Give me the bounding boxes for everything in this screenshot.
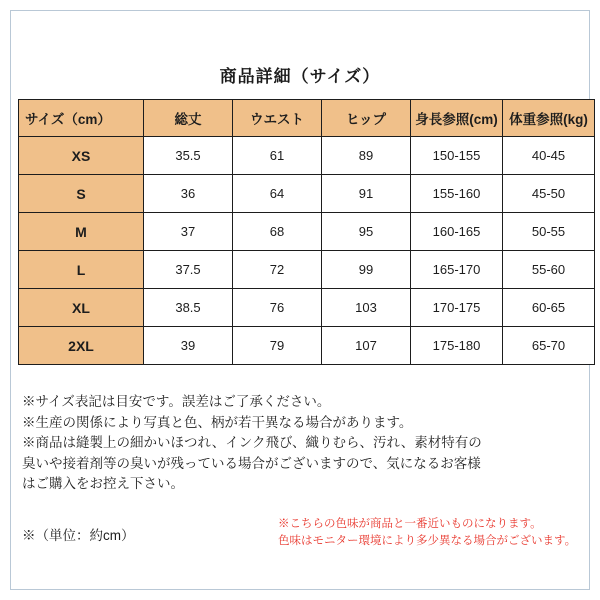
cell-waist: 64 [233, 175, 322, 213]
cell-hip: 103 [322, 289, 411, 327]
cell-height-ref: 165-170 [411, 251, 503, 289]
cell-weight-ref: 55-60 [503, 251, 595, 289]
cell-height-ref: 155-160 [411, 175, 503, 213]
table-row [19, 327, 595, 365]
cell-size: M [19, 213, 144, 251]
bottom-row [22, 516, 578, 551]
cell-hip: 99 [322, 251, 411, 289]
size-table [18, 99, 595, 365]
color-disclaimer [278, 516, 578, 551]
color-note-line: 色味はモニター環境により多少異なる場合がございます。 [278, 535, 577, 548]
column-header-hip: ヒップ [322, 100, 411, 137]
cell-length: 37.5 [144, 251, 233, 289]
table-header-row [19, 100, 595, 137]
table-row [19, 251, 595, 289]
table-body [19, 137, 595, 365]
cell-length: 36 [144, 175, 233, 213]
cell-length: 35.5 [144, 137, 233, 175]
page-title: 商品詳細（サイズ） [219, 67, 381, 86]
cell-length: 37 [144, 213, 233, 251]
cell-hip: 107 [322, 327, 411, 365]
cell-length: 38.5 [144, 289, 233, 327]
unit-note: ※（単位：約cm） [22, 528, 135, 543]
disclaimer-notes [22, 392, 578, 495]
cell-size: L [19, 251, 144, 289]
cell-height-ref: 170-175 [411, 289, 503, 327]
cell-size: XS [19, 137, 144, 175]
column-header-waist: ウエスト [233, 100, 322, 137]
column-header-length: 総丈 [144, 100, 233, 137]
table-row [19, 289, 595, 327]
chart-content [18, 62, 588, 365]
cell-hip: 95 [322, 213, 411, 251]
cell-height-ref: 160-165 [411, 213, 503, 251]
cell-waist: 76 [233, 289, 322, 327]
cell-waist: 79 [233, 327, 322, 365]
cell-hip: 89 [322, 137, 411, 175]
color-note-line: ※こちらの色味が商品と一番近いものになります。 [278, 518, 542, 530]
cell-length: 39 [144, 327, 233, 365]
cell-size: XL [19, 289, 144, 327]
note-line: 臭いや接着剤等の臭いが残っている場合がございますので、気になるお客様 [22, 455, 481, 471]
table-header [19, 100, 595, 137]
note-line: ※商品は縫製上の細かいほつれ、インク飛び、織りむら、汚れ、素材特有の [22, 435, 482, 451]
cell-height-ref: 175-180 [411, 327, 503, 365]
cell-weight-ref: 50-55 [503, 213, 595, 251]
cell-weight-ref: 65-70 [503, 327, 595, 365]
cell-weight-ref: 45-50 [503, 175, 595, 213]
table-row [19, 137, 595, 175]
cell-weight-ref: 40-45 [503, 137, 595, 175]
cell-waist: 72 [233, 251, 322, 289]
cell-waist: 61 [233, 137, 322, 175]
column-header-size: サイズ（cm） [19, 100, 144, 137]
cell-size: 2XL [19, 327, 144, 365]
cell-hip: 91 [322, 175, 411, 213]
cell-size: S [19, 175, 144, 213]
note-line: ※サイズ表記は目安です。誤差はご了承ください。 [22, 394, 331, 409]
column-header-weight-ref: 体重参照(kg) [503, 100, 595, 137]
table-row [19, 213, 595, 251]
note-line: はご購入をお控え下さい。 [22, 476, 184, 492]
note-line: ※生産の関係により写真と色、柄が若干異なる場合があります。 [22, 414, 413, 430]
cell-height-ref: 150-155 [411, 137, 503, 175]
column-header-height-ref: 身長参照(cm) [411, 100, 503, 137]
table-row [19, 175, 595, 213]
cell-waist: 68 [233, 213, 322, 251]
cell-weight-ref: 60-65 [503, 289, 595, 327]
